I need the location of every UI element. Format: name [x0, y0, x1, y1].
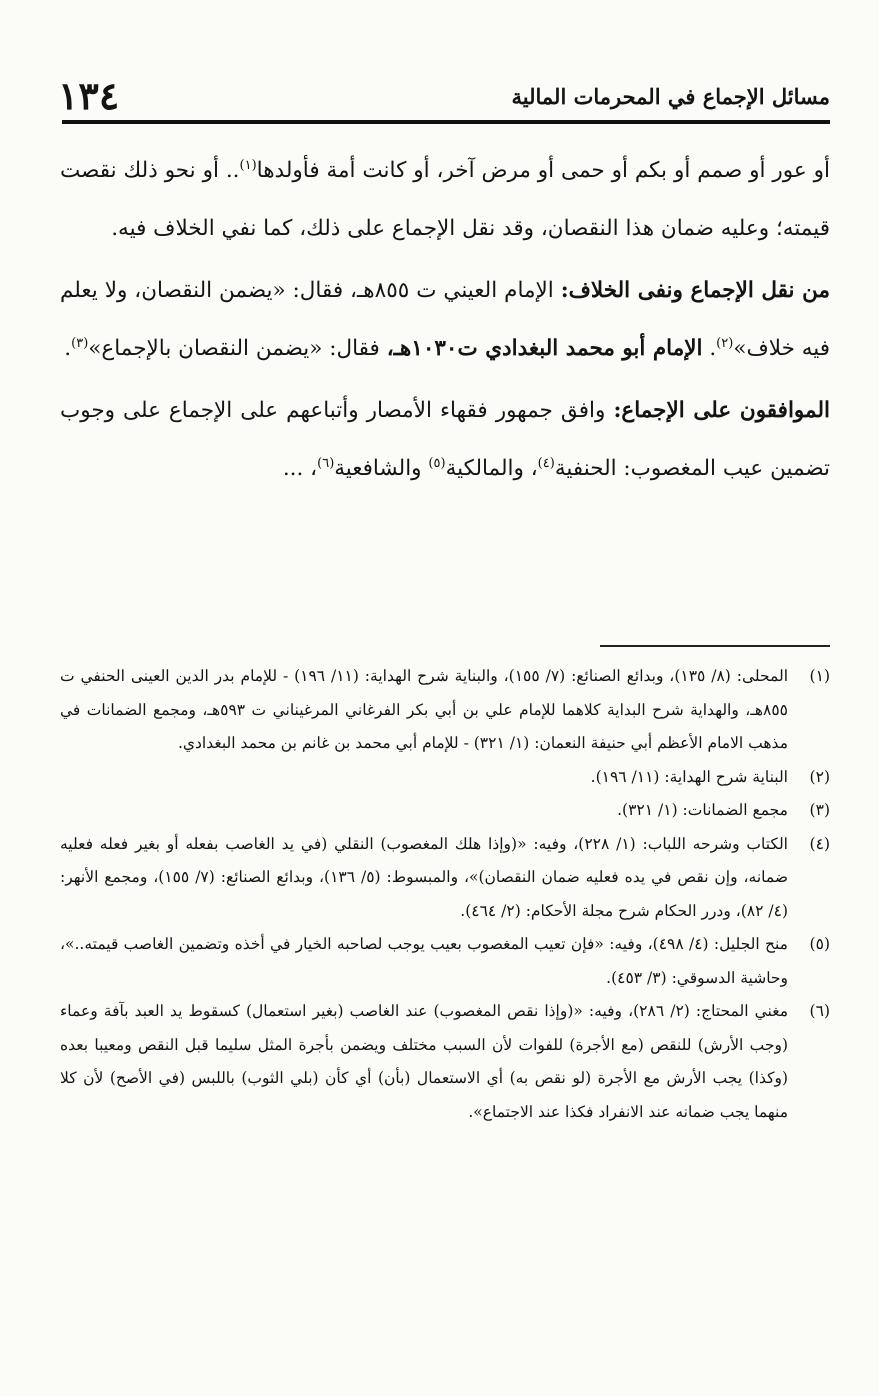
- paragraph-text: وافق جمهور فقهاء الأمصار وأتباعهم على الإجماع على وجوب تضمين عيب المغصوب: الحنفية: [60, 398, 830, 481]
- paragraph-text: .. أو نحو ذلك نقصت قيمته؛ وعليه ضمان هذا النقصان، وقد نقل الإجماع على ذلك، كما نفي الخلاف فيه.: [60, 158, 830, 241]
- footnote-text: منح الجليل: (٤/ ٤٩٨)، وفيه: «فإن تعيب المغصوب بعيب يوجب لصاحبه الخيار في أخذه وتضمين الغاصب قيمته..»، وحاشية الدسوقي: (٣/ ٤٥٣).: [60, 935, 788, 987]
- footnote-number: (٤): [809, 834, 830, 853]
- footnote-ref-1[interactable]: (١): [239, 157, 257, 173]
- section-lead-agreeing: الموافقون على الإجماع:: [613, 398, 830, 423]
- footnotes: [60, 660, 830, 1129]
- footnote-text: الكتاب وشرحه اللباب: (١/ ٢٢٨)، وفيه: «(وإذا هلك المغصوب) النقلي (في يد الغاصب بفعله أو بغير فعله فعليه ضمانه، وإن نقص في يده فعليه ضمان النقصان)»، والمبسوط: (٥/ ١٣٦)، وبدائع الصنائع: (٧/ ١٥٥)، ومجمع الأنهر: (٤/ ٨٢)، ودرر الحكام شرح مجلة الأحكام: (٢/ ٤٦٤).: [60, 834, 788, 920]
- main-text: [60, 142, 830, 498]
- footnote-number: (٦): [809, 1002, 830, 1020]
- running-title: مسائل الإجماع في المحرمات المالية: [511, 83, 830, 109]
- footnote-ref-2[interactable]: (٢): [716, 335, 734, 351]
- footnote-2: [60, 761, 830, 795]
- paragraph-1: [60, 142, 830, 258]
- header-rule: [62, 120, 830, 124]
- footnote-ref-3[interactable]: (٣): [71, 335, 89, 351]
- footnote-number: (١): [809, 667, 830, 685]
- footnote-6: [60, 995, 830, 1129]
- paragraph-text: .: [709, 336, 717, 361]
- paragraph-text: الإمام العيني ت ٨٥٥هـ، فقال: «يضمن النقصان، ولا يعلم فيه خلاف»: [60, 278, 830, 361]
- footnote-ref-6[interactable]: (٦): [317, 455, 335, 471]
- running-header: [58, 72, 830, 120]
- paragraph-text: فقال: «يضمن النقصان بالإجماع»: [88, 336, 380, 361]
- paragraph-text: .: [64, 336, 72, 361]
- footnote-ref-5[interactable]: (٥): [428, 455, 446, 471]
- paragraph-2: [60, 262, 830, 378]
- scholar-name: الإمام أبو محمد البغدادي ت١٠٣٠هـ،: [386, 336, 703, 361]
- paragraph-text: والشافعية: [334, 456, 422, 481]
- footnote-4: [60, 828, 830, 929]
- footnote-text: مغني المحتاج: (٢/ ٢٨٦)، وفيه: «(وإذا نقص المغصوب) عند الغاصب (بغير استعمال) كسقوط يد العبد بآفة وعماء (وجب الأرش) للنقص (مع الأجرة) للفوات لأن السبب مختلف ويضمن بأجرة المثل سليما قبل النقص ومعيبا بعده (وكذا) يجب الأرش مع الأجرة (لو نقص به) أي الاستعمال (بأن) أي كأن (بلي الثوب) باللبس (في الأصح) لأن كلا منهما يجب ضمانه عند الانفراد فكذا عند الاجتماع».: [60, 1002, 788, 1121]
- footnote-text: المحلى: (٨/ ١٣٥)، وبدائع الصنائع: (٧/ ١٥٥)، والبناية شرح الهداية: (١١/ ١٩٦) - للإمام بدر الدين العينى الحنفي ت ٨٥٥هـ، والهداية شرح البداية كلاهما للإمام علي بن أبي بكر الفرغاني المرغيناني ت ٥٩٣هـ، ومجمع الضمانات في مذهب الامام الأعظم أبي حنيفة النعمان: (١/ ٣٢١) - للإمام أبي محمد بن غانم بن محمد البغدادي.: [60, 667, 788, 752]
- footnote-separator: [600, 645, 830, 647]
- paragraph-text: ، ...: [282, 456, 318, 481]
- section-lead-consensus: من نقل الإجماع ونفى الخلاف:: [560, 278, 830, 303]
- footnote-number: (٣): [809, 801, 830, 819]
- paragraph-text: ، والمالكية: [445, 456, 538, 481]
- footnote-ref-4[interactable]: (٤): [537, 455, 555, 471]
- footnote-1: [60, 660, 830, 761]
- footnote-text: مجمع الضمانات: (١/ ٣٢١).: [617, 801, 788, 819]
- footnote-number: (٢): [809, 767, 830, 786]
- paragraph-text: أو عور أو صمم أو بكم أو حمى أو مرض آخر، أو كانت أمة فأولدها: [256, 158, 830, 183]
- footnote-5: [60, 928, 830, 995]
- page-number: ١٣٤: [58, 73, 120, 118]
- paragraph-3: [60, 382, 830, 498]
- footnote-text: البناية شرح الهداية: (١١/ ١٩٦).: [590, 767, 788, 786]
- footnote-3: [60, 794, 830, 828]
- footnote-number: (٥): [809, 935, 830, 953]
